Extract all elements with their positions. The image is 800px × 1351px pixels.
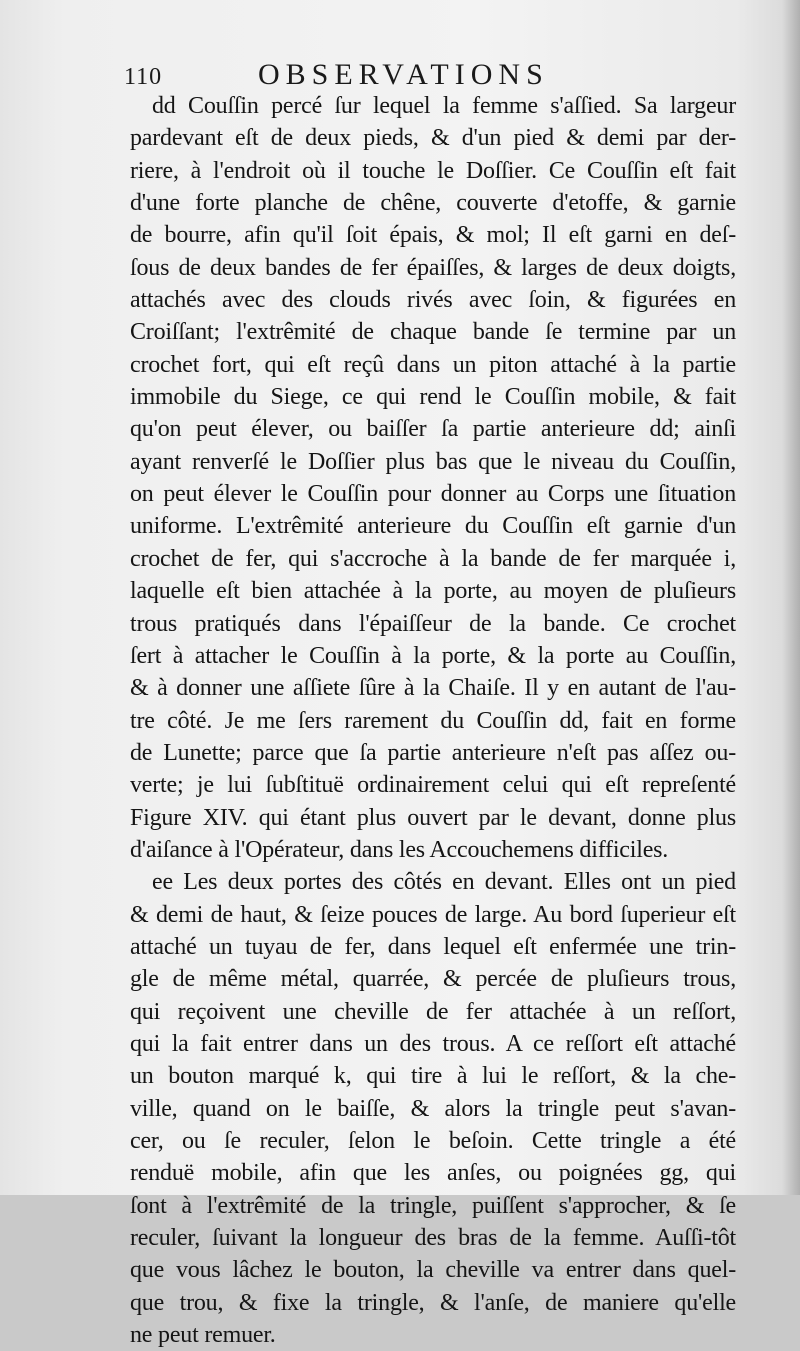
text-line: crochet fort, qui eſt reçû dans un piton attaché à la partie xyxy=(130,351,736,378)
text-line: que trou, & fixe la tringle, & l'anſe, de maniere qu'elle xyxy=(130,1289,736,1316)
text-line: uniforme. L'extrêmité anterieure du Couſſin eſt garnie d'un xyxy=(130,513,736,540)
text-line: reculer, ſuivant la longueur des bras de la femme. Auſſi-tôt xyxy=(130,1225,736,1252)
text-line: Croiſſant; l'extrêmité de chaque bande ſe termine par un xyxy=(130,319,736,346)
text-line: ayant renverſé le Doſſier plus bas que le niveau du Couſſin, xyxy=(130,448,736,475)
text-line: gle de même métal, quarrée, & percée de pluſieurs trous, xyxy=(130,966,736,993)
text-line: ſert à attacher le Couſſin à la porte, & la porte au Couſſin, xyxy=(130,642,736,669)
text-line: trous pratiqués dans l'épaiſſeur de la bande. Ce crochet xyxy=(130,610,736,637)
text-line: attachés avec des clouds rivés avec ſoin, & figurées en xyxy=(130,287,736,314)
text-line: qui la fait entrer dans un des trous. A ce reſſort eſt attaché xyxy=(130,1030,736,1057)
text-line: ne peut remuer. xyxy=(130,1322,276,1349)
text-line: pardevant eſt de deux pieds, & d'un pied & demi par der- xyxy=(130,125,736,152)
text-line: immobile du Siege, ce qui rend le Couſſin mobile, & fait xyxy=(130,384,736,411)
text-line: qui reçoivent une cheville de fer attachée à un reſſort, xyxy=(130,998,736,1025)
text-line: d'aiſance à l'Opérateur, dans les Accouchemens difficiles. xyxy=(130,836,669,863)
text-line: dd Couſſin percé ſur lequel la femme s'aſſied. Sa largeur xyxy=(152,93,736,119)
text-line: laquelle eſt bien attachée à la porte, au moyen de pluſieurs xyxy=(130,578,736,605)
text-line: de Lunette; parce que ſa partie anterieure n'eſt pas aſſez ou- xyxy=(130,739,736,766)
text-line: ville, quand on le baiſſe, & alors la tringle peut s'avan- xyxy=(130,1095,736,1122)
body-text xyxy=(130,90,736,1351)
text-line: ſous de deux bandes de fer épaiſſes, & larges de deux doigts, xyxy=(130,254,736,281)
text-line: ee Les deux portes des côtés en devant. Elles ont un pied xyxy=(152,869,736,896)
page-header xyxy=(124,58,644,94)
text-line: & à donner une aſſiete ſûre à la Chaiſe. Il y en autant de l'au- xyxy=(130,675,736,702)
text-line: de bourre, afin qu'il ſoit épais, & mol; Il eſt garni en deſ- xyxy=(130,222,736,249)
text-line: un bouton marqué k, qui tire à lui le reſſort, & la che- xyxy=(130,1063,736,1090)
running-head: OBSERVATIONS xyxy=(258,58,549,91)
text-line: & demi de haut, & ſeize pouces de large. Au bord ſuperieur eſt xyxy=(130,901,736,928)
text-line: cer, ou ſe reculer, ſelon le beſoin. Cette tringle a été xyxy=(130,1128,736,1154)
text-line: on peut élever le Couſſin pour donner au Corps une ſituation xyxy=(130,481,736,508)
text-line: renduë mobile, afin que les anſes, ou poignées gg, qui xyxy=(130,1160,736,1187)
text-line: attaché un tuyau de fer, dans lequel eſt enfermée une trin- xyxy=(130,933,736,960)
text-line: riere, à l'endroit où il touche le Doſſier. Ce Couſſin eſt fait xyxy=(130,157,736,184)
text-line: qu'on peut élever, ou baiſſer ſa partie anterieure dd; ainſi xyxy=(130,416,736,443)
text-line: verte; je lui ſubſtituë ordinairement celui qui eſt repreſenté xyxy=(130,772,736,799)
text-line: crochet de fer, qui s'accroche à la bande de fer marquée i, xyxy=(130,545,736,572)
page-edge-shadow xyxy=(782,0,800,1195)
text-line: tre côté. Je me ſers rarement du Couſſin dd, fait en forme xyxy=(130,707,736,734)
page-number: 110 xyxy=(124,64,163,90)
text-line: d'une forte planche de chêne, couverte d'etoffe, & garnie xyxy=(130,190,736,217)
text-line: Figure XIV. qui étant plus ouvert par le devant, donne plus xyxy=(130,804,736,831)
text-line: que vous lâchez le bouton, la cheville va entrer dans quel- xyxy=(130,1257,736,1284)
text-line: ſont à l'extrêmité de la tringle, puiſſent s'approcher, & ſe xyxy=(130,1192,736,1219)
